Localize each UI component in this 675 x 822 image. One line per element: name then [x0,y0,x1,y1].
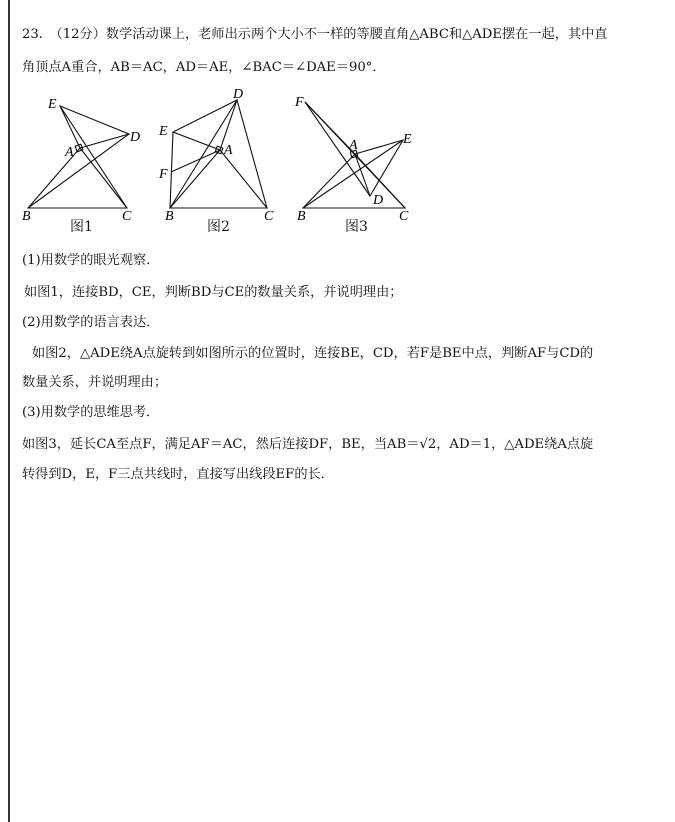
fig1-label-B: B [22,209,31,224]
part-3-text-b: 转得到D，E，F三点共线时，直接写出线段EF的长． [22,467,334,482]
part-1-text: 如图1，连接BD，CE，判断BD与CE的数量关系，并说明理由； [24,285,403,300]
figure-1 [22,88,147,238]
figure-1-diagram [22,88,147,224]
part-3-title: (3)用数学的思维思考． [22,405,160,420]
fig3-label-C: C [399,209,409,224]
part-3-text-a: 如图3，延长CA至点F，满足AF＝AC，然后连接DF，BE，当AB＝√2，AD＝1，△ADE绕A点旋 [22,437,594,452]
fig1-label-A: A [65,145,74,160]
part-2-text-b: 数量关系，并说明理由； [22,375,168,390]
fig2-label-C: C [264,209,274,224]
figure-2-diagram [155,87,290,224]
figure-2-caption: 图2 [207,219,230,235]
fig3-label-A: A [349,138,358,153]
fig1-label-E: E [48,97,57,112]
figure-3-diagram [295,88,425,224]
figure-2 [155,88,290,238]
page-margin-line [8,0,10,822]
fig2-label-B: B [165,209,174,224]
fig3-label-B: B [297,209,306,224]
figure-1-caption: 图1 [70,219,93,235]
figure-3 [295,88,425,238]
question-line-2: 角顶点A重合，AB＝AC，AD＝AE，∠BAC＝∠DAE＝90°． [22,60,386,75]
fig3-label-E: E [403,132,412,147]
part-2-title: (2)用数学的语言表达． [22,315,160,330]
part-2-text-a: 如图2，△ADE绕A点旋转到如图所示的位置时，连接BE，CD，若F是BE中点，判断AF与CD的 [32,346,594,361]
question-line-1: 23. （12分）数学活动课上，老师出示两个大小不一样的等腰直角△ABC和△ADE摆在一起，其中直 [22,27,608,42]
figure-3-caption: 图3 [345,219,368,235]
fig2-label-D: D [233,87,244,102]
fig2-label-F: F [159,167,168,182]
fig1-label-C: C [122,209,132,224]
fig1-label-D: D [130,130,141,145]
fig3-label-D: D [373,193,384,208]
fig3-label-F: F [295,95,304,110]
part-1-title: (1)用数学的眼光观察． [22,253,160,268]
fig2-label-E: E [159,124,168,139]
fig2-label-A: A [224,143,233,158]
